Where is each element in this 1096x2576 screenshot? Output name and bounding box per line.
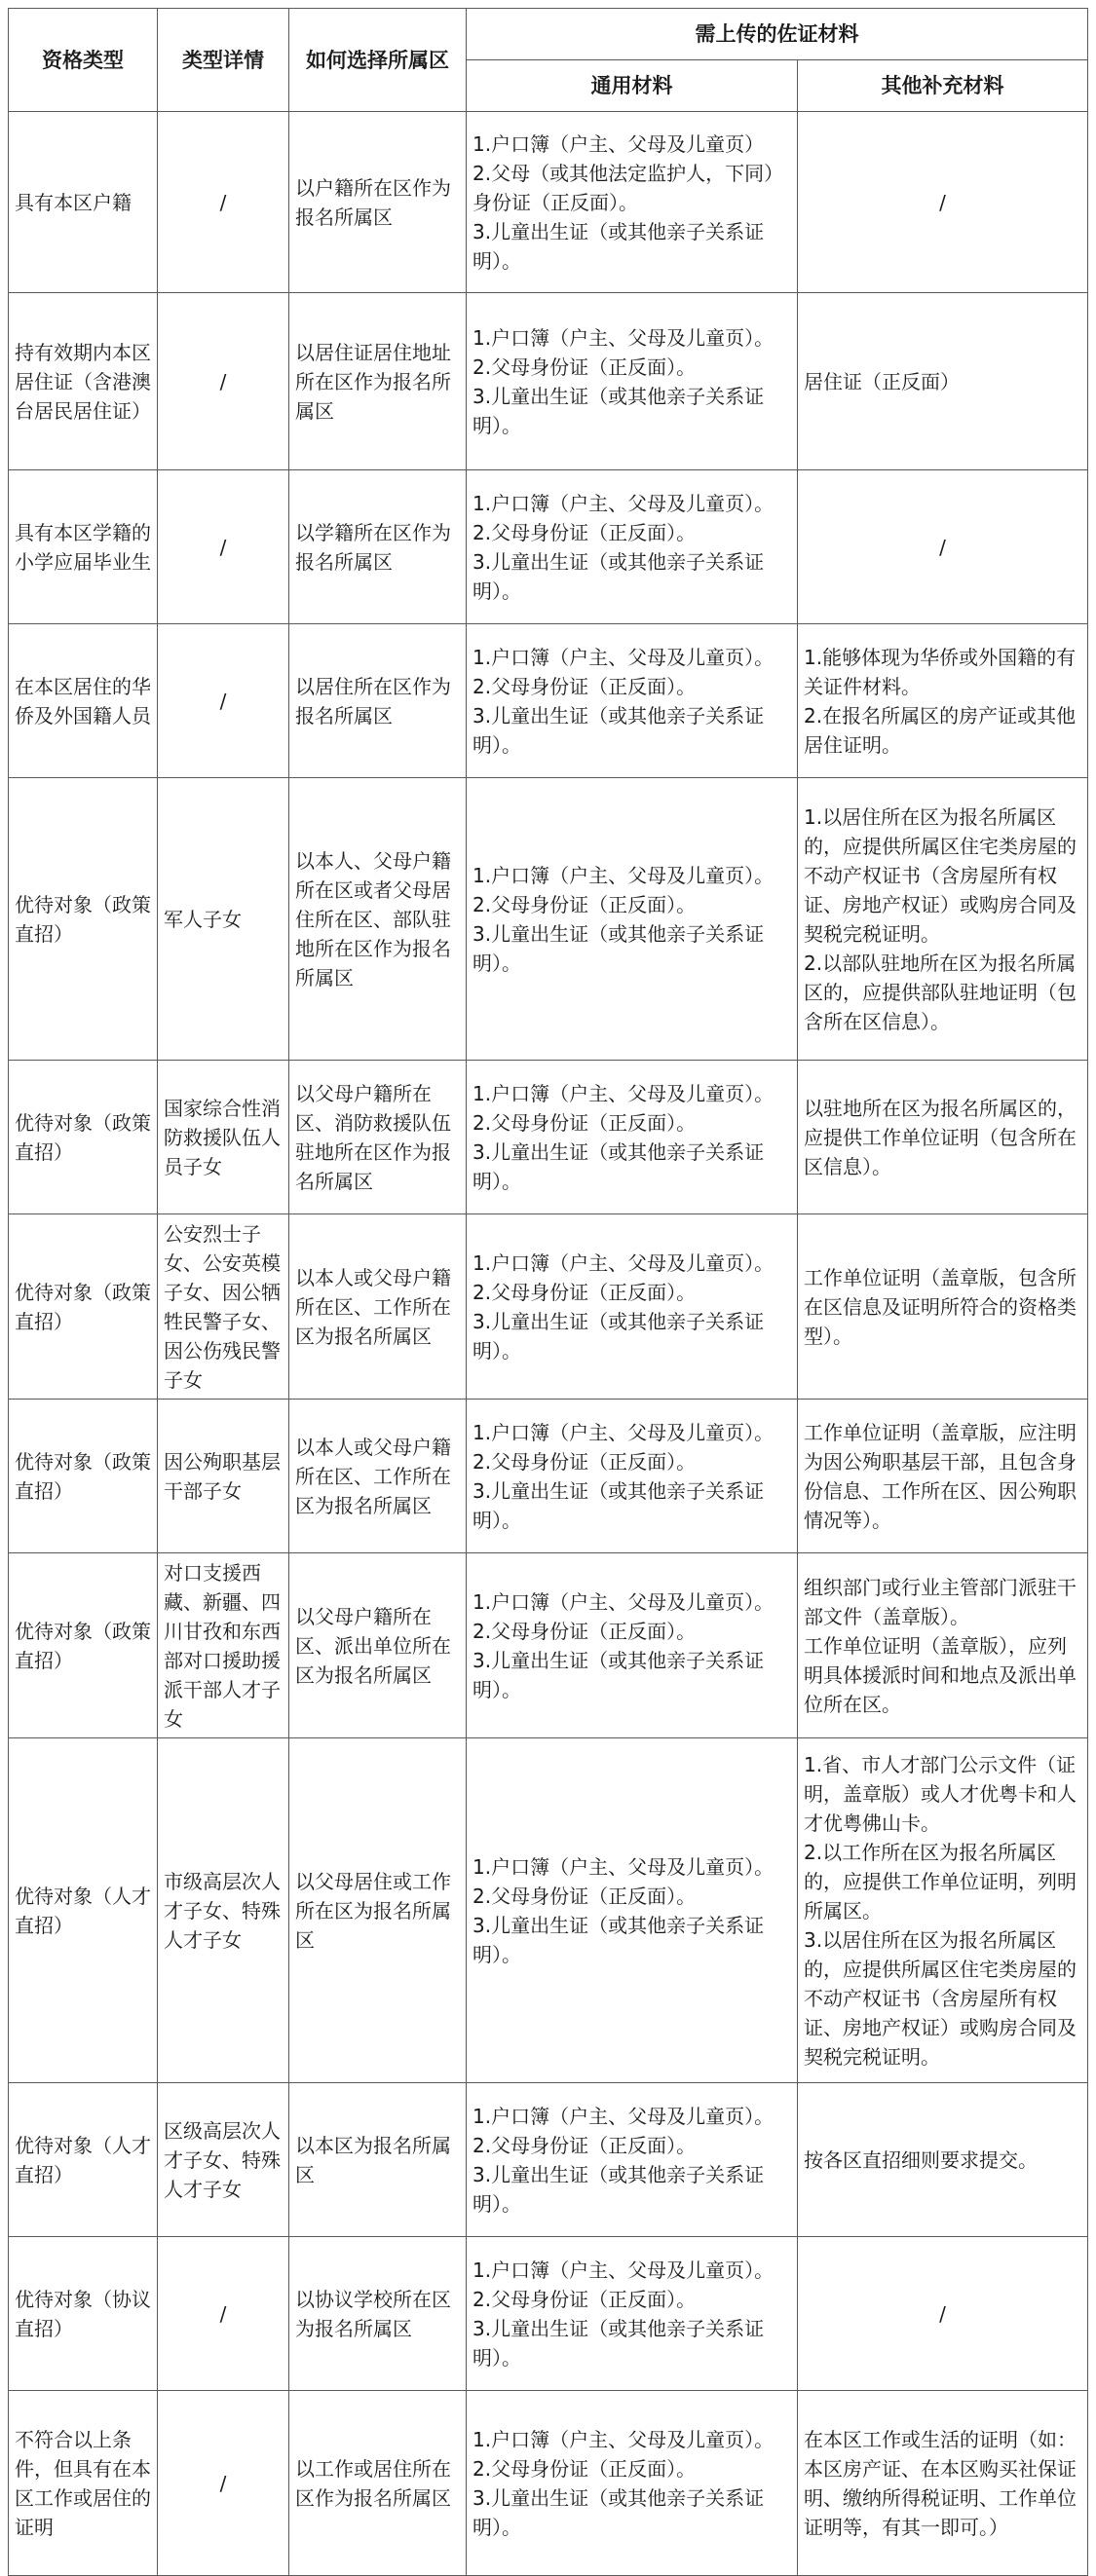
cell-how: 以协议学校所在区为报名所属区 [289,2237,467,2391]
cell-detail: 公安烈士子女、公安英模子女、因公牺牲民警子女、因公伤残民警子女 [158,1214,289,1400]
other-material-line: 按各区直招细则要求提交。 [804,2147,1038,2172]
cell-type: 优待对象（政策直招） [9,1061,158,1214]
common-material-line: 2.父母身份证（正反面）。 [472,2456,697,2481]
cell-detail: / [158,2237,289,2391]
common-material-line: 2.父母身份证（正反面）。 [472,1449,697,1474]
cell-common [467,2237,798,2391]
table-row [9,293,1088,470]
table-row [9,2391,1088,2576]
cell-common [467,470,798,624]
common-material-line: 1.户口簿（户主、父母及儿童页）。 [472,325,775,350]
cell-other [798,1400,1088,1553]
cell-detail: / [158,470,289,624]
common-material-line: 2.父母身份证（正反面）。 [472,1280,697,1304]
cell-common [467,293,798,470]
cell-how: 以工作或居住所在区作为报名所属区 [289,2391,467,2576]
cell-how: 以本人或父母户籍所在区、工作所在区为报名所属区 [289,1400,467,1553]
cell-detail: / [158,293,289,470]
common-material-line: 2.父母身份证（正反面）。 [472,355,697,379]
table-row [9,470,1088,624]
common-material-line: 3.儿童出生证（或其他亲子关系证明）。 [472,1478,765,1532]
common-material-line: 3.儿童出生证（或其他亲子关系证明）。 [472,703,765,757]
cell-detail: 对口支援西藏、新疆、四川甘孜和东西部对口援助援派干部人才子女 [158,1553,289,1738]
common-material-line: 1.户口簿（户主、父母及儿童页）。 [472,1420,775,1444]
common-material-line: 2.父母身份证（正反面）。 [472,674,697,698]
cell-type: 具有本区学籍的小学应届毕业生 [9,470,158,624]
cell-detail: 区级高层次人才子女、特殊人才子女 [158,2083,289,2237]
common-material-line: 2.父母身份证（正反面）。 [472,2287,697,2311]
cell-other [798,778,1088,1061]
other-material-line: 组织部门或行业主管部门派驻干部文件（盖章版）。 [804,1575,1077,1628]
header-how: 如何选择所属区 [289,9,467,112]
cell-common [467,624,798,778]
cell-how: 以父母户籍所在区、派出单位所在区为报名所属区 [289,1553,467,1738]
header-detail: 类型详情 [158,9,289,112]
other-material-line: 1.以居住所在区为报名所属区的，应提供所属区住宅类房屋的不动产权证书（含房屋所有权证、房地产权证）或购房合同及契税完税证明。 [804,804,1077,946]
other-material-line: 居住证（正反面） [804,369,960,393]
table-row [9,1061,1088,1214]
cell-how: 以本区为报名所属区 [289,2083,467,2237]
common-material-line: 3.儿童出生证（或其他亲子关系证明）。 [472,384,765,437]
common-material-line: 1.户口簿（户主、父母及儿童页）。 [472,1081,775,1105]
common-material-line: 1.户口簿（户主、父母及儿童页）。 [472,2427,775,2451]
table-row [9,112,1088,293]
cell-other [798,293,1088,470]
cell-type: 优待对象（政策直招） [9,1553,158,1738]
cell-other [798,2391,1088,2576]
cell-detail: 市级高层次人才子女、特殊人才子女 [158,1738,289,2083]
cell-how: 以户籍所在区作为报名所属区 [289,112,467,293]
cell-type: 具有本区户籍 [9,112,158,293]
other-material-line: 工作单位证明（盖章版，应注明为因公殉职基层干部，且包含身份信息、工作所在区、因公殉职情况等）。 [804,1420,1077,1532]
other-material-line: / [939,190,946,214]
common-material-line: 1.户口簿（户主、父母及儿童页）。 [472,491,775,515]
cell-type: 在本区居住的华侨及外国籍人员 [9,624,158,778]
cell-type: 优待对象（人才直招） [9,1738,158,2083]
common-material-line: 3.儿童出生证（或其他亲子关系证明）。 [472,921,765,975]
other-material-line: / [939,535,946,559]
table-row [9,1738,1088,2083]
common-material-line: 1.户口簿（户主、父母及儿童页）。 [472,863,775,887]
cell-other [798,2083,1088,2237]
cell-detail: / [158,112,289,293]
other-material-line: 工作单位证明（盖章版），应列明具体援派时间和地点及派出单位所在区。 [804,1633,1077,1716]
cell-other [798,112,1088,293]
common-material-line: 2.父母身份证（正反面）。 [472,1619,697,1643]
common-material-line: 1.户口簿（户主、父母及儿童页）。 [472,645,775,669]
header-upload: 需上传的佐证材料 [467,9,1088,60]
cell-common [467,112,798,293]
cell-type: 优待对象（协议直招） [9,2237,158,2391]
other-material-line: 1.能够体现为华侨或外国籍的有关证件材料。 [804,645,1077,698]
materials-table [8,8,1088,2576]
table-row [9,1400,1088,1553]
cell-how: 以居住证居住地址所在区作为报名所属区 [289,293,467,470]
cell-common [467,1738,798,2083]
common-material-line: 3.儿童出生证（或其他亲子关系证明）。 [472,1309,765,1363]
cell-how: 以父母户籍所在区、消防救援队伍驻地所在区作为报名所属区 [289,1061,467,1214]
cell-common [467,2083,798,2237]
table-row [9,1214,1088,1400]
cell-detail: / [158,624,289,778]
cell-how: 以本人、父母户籍所在区或者父母居住所在区、部队驻地所在区作为报名所属区 [289,778,467,1061]
other-material-line: 1.省、市人才部门公示文件（证明，盖章版）或人才优粤卡和人才优粤佛山卡。 [804,1752,1077,1835]
common-material-line: 1.户口簿（户主、父母及儿童页）。 [472,1589,775,1614]
cell-how: 以居住所在区作为报名所属区 [289,624,467,778]
header-type: 资格类型 [9,9,158,112]
cell-other [798,1738,1088,2083]
cell-how: 以学籍所在区作为报名所属区 [289,470,467,624]
cell-common [467,1061,798,1214]
cell-common [467,778,798,1061]
cell-type: 优待对象（人才直招） [9,2083,158,2237]
cell-other [798,1061,1088,1214]
cell-type: 优待对象（政策直招） [9,1400,158,1553]
common-material-line: 1.户口簿（户主、父母及儿童页）。 [472,1251,775,1275]
header-common: 通用材料 [467,60,798,112]
table-row [9,1553,1088,1738]
common-material-line: 3.儿童出生证（或其他亲子关系证明）。 [472,2162,765,2216]
cell-other [798,624,1088,778]
common-material-line: 2.父母（或其他法定监护人，下同）身份证（正反面）。 [472,161,784,214]
cell-type: 优待对象（政策直招） [9,778,158,1061]
other-material-line: 2.以工作所在区为报名所属区的，应提供工作单位证明，列明所属区。 [804,1840,1077,1923]
common-material-line: 3.儿童出生证（或其他亲子关系证明）。 [472,1648,765,1701]
other-material-line: 3.以居住所在区为报名所属区的，应提供所属区住宅类房屋的不动产权证书（含房屋所有权证、房地产权证）或购房合同及契税完税证明。 [804,1927,1077,2069]
common-material-line: 1.户口簿（户主、父母及儿童页） [472,131,765,156]
cell-detail: 国家综合性消防救援队伍人员子女 [158,1061,289,1214]
cell-common [467,1214,798,1400]
common-material-line: 2.父母身份证（正反面）。 [472,520,697,544]
cell-other [798,1214,1088,1400]
common-material-line: 3.儿童出生证（或其他亲子关系证明）。 [472,1139,765,1193]
other-material-line: 2.以部队驻地所在区为报名所属区的，应提供部队驻地证明（包含所在区信息）。 [804,951,1077,1033]
common-material-line: 2.父母身份证（正反面）。 [472,2133,697,2157]
header-row-1 [9,9,1088,60]
cell-type: 持有效期内本区居住证（含港澳台居民居住证） [9,293,158,470]
header-other: 其他补充材料 [798,60,1088,112]
common-material-line: 3.儿童出生证（或其他亲子关系证明）。 [472,1913,765,1966]
common-material-line: 3.儿童出生证（或其他亲子关系证明）。 [472,2485,765,2539]
common-material-line: 1.户口簿（户主、父母及儿童页）。 [472,2258,775,2282]
cell-type: 不符合以上条件，但具有在本区工作或居住的证明 [9,2391,158,2576]
other-material-line: 以驻地所在区为报名所属区的，应提供工作单位证明（包含所在区信息）。 [804,1096,1077,1178]
common-material-line: 3.儿童出生证（或其他亲子关系证明）。 [472,2316,765,2370]
common-material-line: 2.父母身份证（正反面）。 [472,1884,697,1908]
cell-detail: / [158,2391,289,2576]
other-material-line: 2.在报名所属区的房产证或其他居住证明。 [804,703,1077,757]
common-material-line: 3.儿童出生证（或其他亲子关系证明）。 [472,219,765,273]
common-material-line: 2.父母身份证（正反面）。 [472,892,697,916]
common-material-line: 1.户口簿（户主、父母及儿童页）。 [472,1854,775,1879]
cell-common [467,2391,798,2576]
cell-common [467,1400,798,1553]
cell-detail: 军人子女 [158,778,289,1061]
cell-type: 优待对象（政策直招） [9,1214,158,1400]
common-material-line: 1.户口簿（户主、父母及儿童页）。 [472,2104,775,2128]
cell-common [467,1553,798,1738]
table-row [9,778,1088,1061]
cell-detail: 因公殉职基层干部子女 [158,1400,289,1553]
table-row [9,624,1088,778]
common-material-line: 3.儿童出生证（或其他亲子关系证明）。 [472,549,765,603]
cell-other [798,470,1088,624]
table-body [9,112,1088,2576]
table-row [9,2083,1088,2237]
cell-other [798,1553,1088,1738]
cell-how: 以本人或父母户籍所在区、工作所在区为报名所属区 [289,1214,467,1400]
table-row [9,2237,1088,2391]
cell-other [798,2237,1088,2391]
other-material-line: 在本区工作或生活的证明（如：本区房产证、在本区购买社保证明、缴纳所得税证明、工作单位证明等，有其一即可。） [804,2427,1077,2539]
common-material-line: 2.父母身份证（正反面）。 [472,1110,697,1135]
cell-how: 以父母居住或工作所在区为报名所属区 [289,1738,467,2083]
other-material-line: 工作单位证明（盖章版，包含所在区信息及证明所符合的资格类型）。 [804,1265,1077,1348]
other-material-line: / [939,2301,946,2326]
